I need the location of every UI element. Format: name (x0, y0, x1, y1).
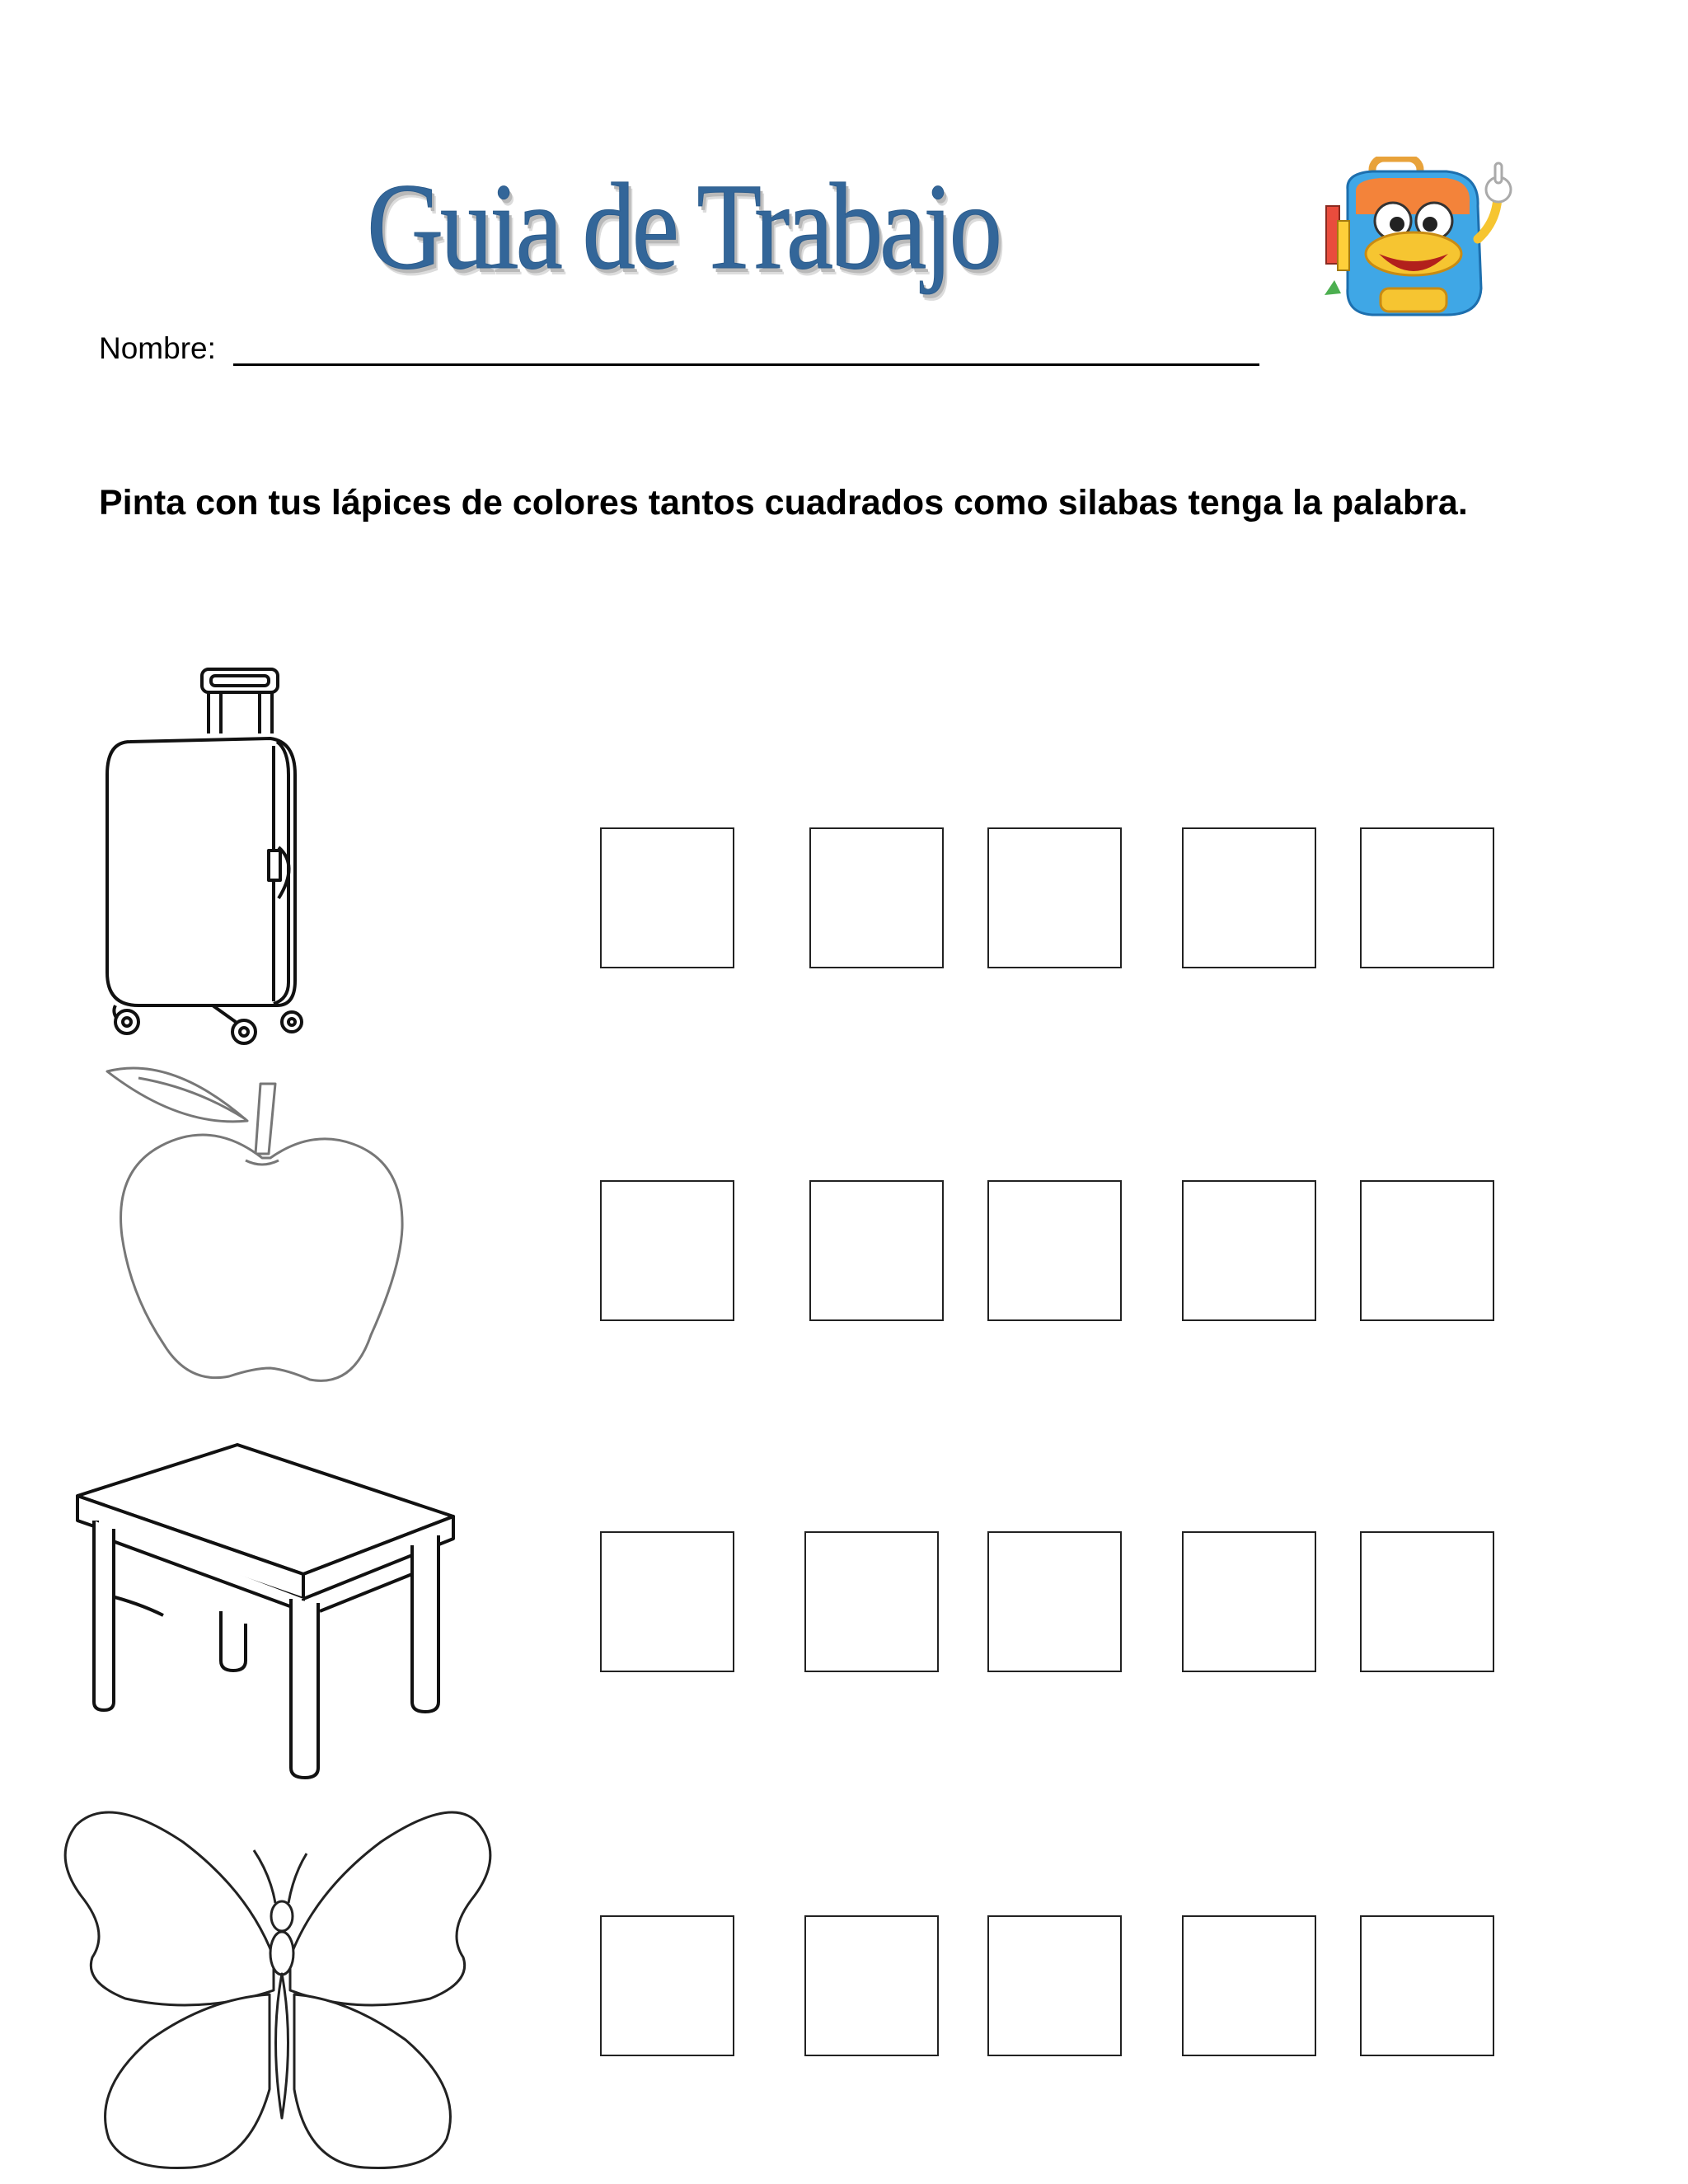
syllable-box[interactable] (1360, 1915, 1494, 2056)
syllable-box[interactable] (987, 1180, 1122, 1321)
butterfly-icon (59, 1793, 496, 2180)
syllable-box[interactable] (600, 1915, 734, 2056)
apple-icon (106, 1063, 410, 1393)
syllable-box[interactable] (1360, 1531, 1494, 1672)
backpack-mascot-icon (1323, 157, 1517, 321)
syllable-box[interactable] (1182, 1531, 1316, 1672)
syllable-box[interactable] (804, 1915, 939, 2056)
page-title: Guia de Trabajo (367, 158, 999, 295)
name-label: Nombre: (99, 331, 216, 365)
syllable-box[interactable] (804, 1531, 939, 1672)
syllable-box[interactable] (600, 827, 734, 968)
syllable-box[interactable] (600, 1180, 734, 1321)
syllable-box[interactable] (987, 1531, 1122, 1672)
table-icon (73, 1438, 460, 1780)
syllable-box[interactable] (1182, 827, 1316, 968)
syllable-box[interactable] (600, 1531, 734, 1672)
syllable-box[interactable] (987, 1915, 1122, 2056)
suitcase-icon (97, 659, 316, 1047)
instruction-text: Pinta con tus lápices de colores tantos cuadrados como silabas tenga la palabra. (99, 483, 1468, 523)
syllable-box[interactable] (809, 1180, 944, 1321)
syllable-box[interactable] (1182, 1915, 1316, 2056)
name-line[interactable] (233, 363, 1259, 366)
syllable-box[interactable] (809, 827, 944, 968)
syllable-box[interactable] (1360, 1180, 1494, 1321)
syllable-box[interactable] (1182, 1180, 1316, 1321)
syllable-box[interactable] (1360, 827, 1494, 968)
syllable-box[interactable] (987, 827, 1122, 968)
